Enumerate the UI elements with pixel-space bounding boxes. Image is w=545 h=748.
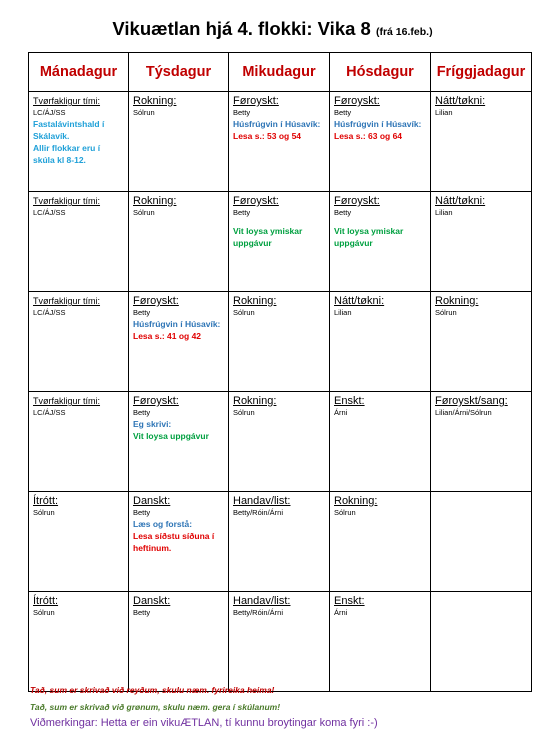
subject-label: Tvørfakligur tími: — [33, 296, 101, 306]
subject-label: Tvørfakligur tími: — [33, 396, 101, 406]
teacher-label: Betty — [233, 208, 251, 217]
assignment-note: Vit loysa ymiskar uppgávur — [334, 226, 404, 248]
schedule-cell — [431, 292, 532, 392]
subject-label: Føroyskt: — [334, 95, 380, 107]
subject-label: Ítrótt: — [33, 595, 59, 607]
subject-label: Tvørfakligur tími: — [33, 196, 101, 206]
assignment-note: Fastalávintshald í Skálavík. — [33, 119, 105, 141]
page-title — [0, 18, 545, 40]
schedule-cell — [129, 192, 229, 292]
title-date: (frá 16.feb.) — [375, 26, 433, 38]
schedule-cell — [229, 492, 330, 592]
teacher-label: LC/ÁJ/SS — [33, 208, 66, 217]
teacher-label: Sólrun — [233, 408, 255, 417]
subject-label: Enskt: — [334, 595, 365, 607]
subject-label: Rokning: — [233, 295, 277, 307]
teacher-label: Betty — [233, 108, 251, 117]
teacher-label: LC/ÁJ/SS — [33, 108, 66, 117]
schedule-cell — [330, 592, 431, 692]
assignment-note: Húsfrúgvin í Húsavík: — [133, 319, 221, 329]
schedule-cell — [229, 292, 330, 392]
schedule-cell — [29, 192, 129, 292]
teacher-label: Sólrun — [233, 308, 255, 317]
teacher-label: Sólrun — [33, 508, 55, 517]
assignment-note: Vit loysa ymiskar uppgávur — [233, 226, 303, 248]
schedule-cell — [129, 292, 229, 392]
schedule-cell — [431, 592, 532, 692]
teacher-label: Betty — [334, 108, 352, 117]
subject-label: Føroyskt/sang: — [435, 395, 508, 407]
assignment-note: Lesa s.: 41 og 42 — [133, 331, 202, 341]
subject-label: Danskt: — [133, 495, 171, 507]
subject-label: Rokning: — [133, 95, 177, 107]
schedule-cell — [29, 92, 129, 192]
assignment-note: Lesa síðstu síðuna í heftinum. — [133, 531, 215, 553]
schedule-row — [29, 392, 532, 492]
assignment-note: Allir flokkar eru í skúla kl 8-12. — [33, 143, 101, 165]
teacher-label: Árni — [334, 408, 348, 417]
schedule-cell — [431, 392, 532, 492]
assignment-note: Húsfrúgvin í Húsavík: — [233, 119, 321, 129]
teacher-label: Sólrun — [133, 208, 155, 217]
title-main: Vikuætlan hjá 4. flokki: Vika 8 — [112, 18, 371, 39]
teacher-label: Lilian — [435, 108, 453, 117]
teacher-label: Lilian — [334, 308, 352, 317]
schedule-cell — [431, 192, 532, 292]
day-header: Mikudagur — [229, 53, 330, 92]
schedule-cell — [431, 92, 532, 192]
subject-label: Føroyskt: — [233, 95, 279, 107]
schedule-cell — [129, 92, 229, 192]
schedule-cell — [29, 292, 129, 392]
teacher-label: Betty — [133, 508, 151, 517]
subject-label: Føroyskt: — [334, 195, 380, 207]
assignment-note: Húsfrúgvin í Húsavík: — [334, 119, 422, 129]
teacher-label: LC/ÁJ/SS — [33, 408, 66, 417]
subject-label: Rokning: — [435, 295, 479, 307]
schedule-cell — [29, 392, 129, 492]
schedule-cell — [330, 292, 431, 392]
teacher-label: Lilian/Árni/Sólrun — [435, 408, 492, 417]
schedule-cell — [29, 592, 129, 692]
schedule-cell — [229, 392, 330, 492]
subject-label: Rokning: — [133, 195, 177, 207]
teacher-label: LC/ÁJ/SS — [33, 308, 66, 317]
footer-green-note: Tað, sum er skrivað við grønum, skulu næm. gera í skúlanum! — [30, 702, 281, 712]
assignment-note: Eg skrivi: — [133, 419, 172, 429]
schedule-cell — [129, 592, 229, 692]
teacher-label: Sólrun — [133, 108, 155, 117]
schedule-cell — [29, 492, 129, 592]
schedule-cell — [229, 592, 330, 692]
teacher-label: Sólrun — [334, 508, 356, 517]
teacher-label: Betty/Róin/Árni — [233, 608, 284, 617]
schedule-cell — [330, 192, 431, 292]
schedule-cell — [330, 92, 431, 192]
subject-label: Føroyskt: — [133, 295, 179, 307]
teacher-label: Árni — [334, 608, 348, 617]
day-header-row — [29, 53, 532, 92]
schedule-cell — [129, 392, 229, 492]
teacher-label: Betty — [133, 608, 151, 617]
day-header: Hósdagur — [330, 53, 431, 92]
schedule-row — [29, 492, 532, 592]
footer-red-note: Tað, sum er skrivað við reyðum, skulu næm. fyrireika heima! — [30, 685, 275, 695]
schedule-cell — [129, 492, 229, 592]
schedule-row — [29, 292, 532, 392]
subject-label: Danskt: — [133, 595, 171, 607]
assignment-note: Vit loysa uppgávur — [133, 431, 209, 441]
subject-label: Føroyskt: — [133, 395, 179, 407]
day-header: Mánadagur — [29, 53, 129, 92]
teacher-label: Lilian — [435, 208, 453, 217]
schedule-cell — [330, 392, 431, 492]
teacher-label: Betty/Róin/Árni — [233, 508, 284, 517]
subject-label: Ítrótt: — [33, 495, 59, 507]
day-header: Týsdagur — [129, 53, 229, 92]
schedule-table — [28, 52, 532, 692]
subject-label: Rokning: — [334, 495, 378, 507]
schedule-cell — [330, 492, 431, 592]
subject-label: Handav/list: — [233, 495, 291, 507]
teacher-label: Betty — [133, 408, 151, 417]
subject-label: Nátt/tøkni: — [435, 195, 486, 207]
teacher-label: Betty — [133, 308, 151, 317]
subject-label: Føroyskt: — [233, 195, 279, 207]
subject-label: Enskt: — [334, 395, 365, 407]
schedule-row — [29, 92, 532, 192]
subject-label: Rokning: — [233, 395, 277, 407]
teacher-label: Sólrun — [435, 308, 457, 317]
schedule-cell — [229, 192, 330, 292]
subject-label: Tvørfakligur tími: — [33, 96, 101, 106]
schedule-row — [29, 192, 532, 292]
schedule-cell — [431, 492, 532, 592]
schedule-cell — [229, 92, 330, 192]
assignment-note: Læs og forstå: — [133, 519, 193, 529]
subject-label: Handav/list: — [233, 595, 291, 607]
subject-label: Nátt/tøkni: — [334, 295, 385, 307]
day-header: Fríggjadagur — [431, 53, 532, 92]
teacher-label: Betty — [334, 208, 352, 217]
footer-remark: Viðmerkingar: Hetta er ein vikuÆTLAN, tí kunnu broytingar koma fyri :-) — [30, 717, 378, 729]
assignment-note: Lesa s.: 53 og 54 — [233, 131, 302, 141]
subject-label: Nátt/tøkni: — [435, 95, 486, 107]
teacher-label: Sólrun — [33, 608, 55, 617]
schedule-row — [29, 592, 532, 692]
assignment-note: Lesa s.: 63 og 64 — [334, 131, 403, 141]
